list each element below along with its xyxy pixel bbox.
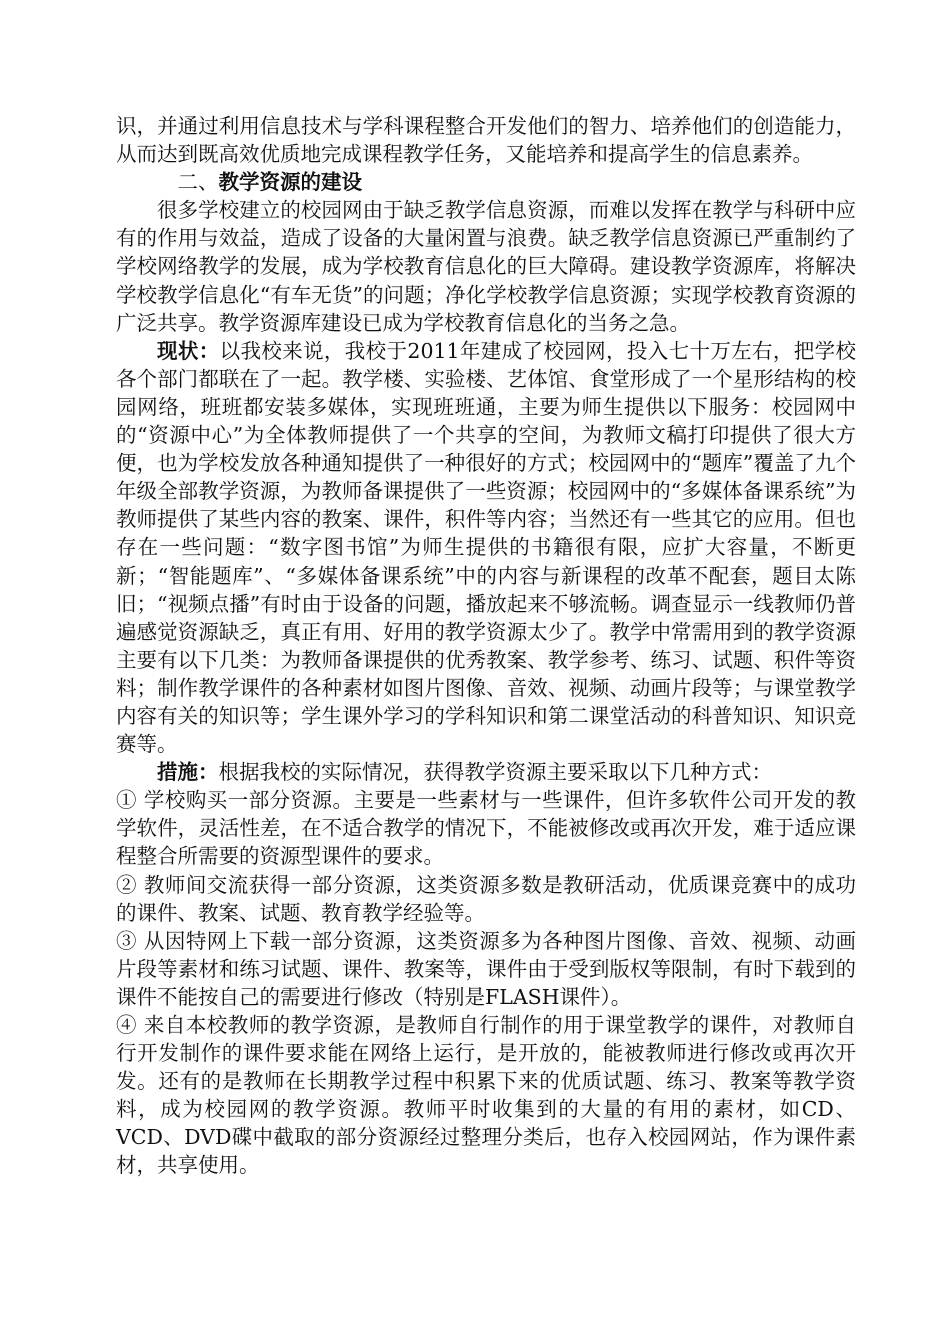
measures-paragraph <box>116 758 856 786</box>
measures-text: 根据我校的实际情况，获得教学资源主要采取以下几种方式： <box>218 760 772 785</box>
measures-label: 措施： <box>157 760 219 785</box>
status-label: 现状： <box>157 338 220 363</box>
section-title: 教学资源的建设 <box>218 170 362 195</box>
measure-item-1: ① 学校购买一部分资源。主要是一些素材与一些课件，但许多软件公司开发的教学软件，灵活性差，在不适合教学的情况下，不能被修改或再次开发，难于适应课程整合所需要的资源型课件的要求。 <box>116 788 856 869</box>
section-number: 二、 <box>177 170 219 195</box>
measure-item-3: ③ 从因特网上下载一部分资源，这类资源多为各种图片图像、音效、视频、动画片段等素材和练习试题、课件、教案等，课件由于受到版权等限制，有时下载到的课件不能按自己的需要进行修改（特别是FLASH课件）。 <box>116 928 856 1009</box>
section-heading <box>116 168 856 196</box>
intro-paragraph-end: 识，并通过利用信息技术与学科课程整合开发他们的智力、培养他们的创造能力，从而达到既高效优质地完成课程教学任务，又能培养和提高学生的信息素养。 <box>116 114 856 167</box>
measure-item-4: ④ 来自本校教师的教学资源，是教师自行制作的用于课堂教学的课件，对教师自行开发制作的课件要求能在网络上运行，是开放的，能被教师进行修改或再次开发。还有的是教师在长期教学过程中积累下来的优质试题、练习、教案等教学资料，成为校园网的教学资源。教师平时收集到的大量的有用的素材，如CD、VCD、DVD碟中截取的部分资源经过整理分类后，也存入校园网站，作为课件素材，共享使用。 <box>116 1013 856 1178</box>
measure-item-2: ② 教师间交流获得一部分资源，这类资源多数是教研活动，优质课竞赛中的成功的课件、教案、试题、教育教学经验等。 <box>116 872 856 925</box>
status-text: 以我校来说，我校于2011年建成了校园网，投入七十万左右，把学校各个部门都联在了一起。教学楼、实验楼、艺体馆、食堂形成了一个星形结构的校园网络，班班都安装多媒体，实现班班通，主要为师生提供以下服务：校园网中的“资源中心”为全体教师提供了一个共享的空间，为教师文稿打印提供了很大方便，也为学校发放各种通知提供了一种很好的方式；校园网中的“题库”覆盖了九个年级全部教学资源，为教师备课提供了一些资源；校园网中的“多媒体备课系统”为教师提供了某些内容的教案、课件，积件等内容；当然还有一些其它的应用。但也存在一些问题：“数字图书馆”为师生提供的书籍很有限，应扩大容量，不断更新；“智能题库”、“多媒体备课系统”中的内容与新课程的改革不配套，题目太陈旧；“视频点播”有时由于设备的问题，播放起来不够流畅。调查显示一线教师仍普遍感觉资源缺乏，真正有用、好用的教学资源太少了。教学中常需用到的教学资源主要有以下几类：为教师备课提供的优秀教案、教学参考、练习、试题、积件等资料；制作教学课件的各种素材如图片图像、音效、视频、动画片段等；与课堂教学内容有关的知识等；学生课外学习的学科知识和第二课堂活动的科普知识、知识竞赛等。 <box>116 338 857 757</box>
construction-paragraph: 很多学校建立的校园网由于缺乏教学信息资源，而难以发挥在教学与科研中应有的作用与效益，造成了设备的大量闲置与浪费。缺乏教学信息资源已严重制约了学校网络教学的发展，成为学校教育信息化的巨大障碍。建设教学资源库，将解决学校教学信息化“有车无货”的问题；净化学校教学信息资源；实现学校教育资源的广泛共享。教学资源库建设已成为学校教育信息化的当务之急。 <box>116 198 856 335</box>
document-page <box>116 112 856 1180</box>
status-paragraph <box>116 337 856 758</box>
